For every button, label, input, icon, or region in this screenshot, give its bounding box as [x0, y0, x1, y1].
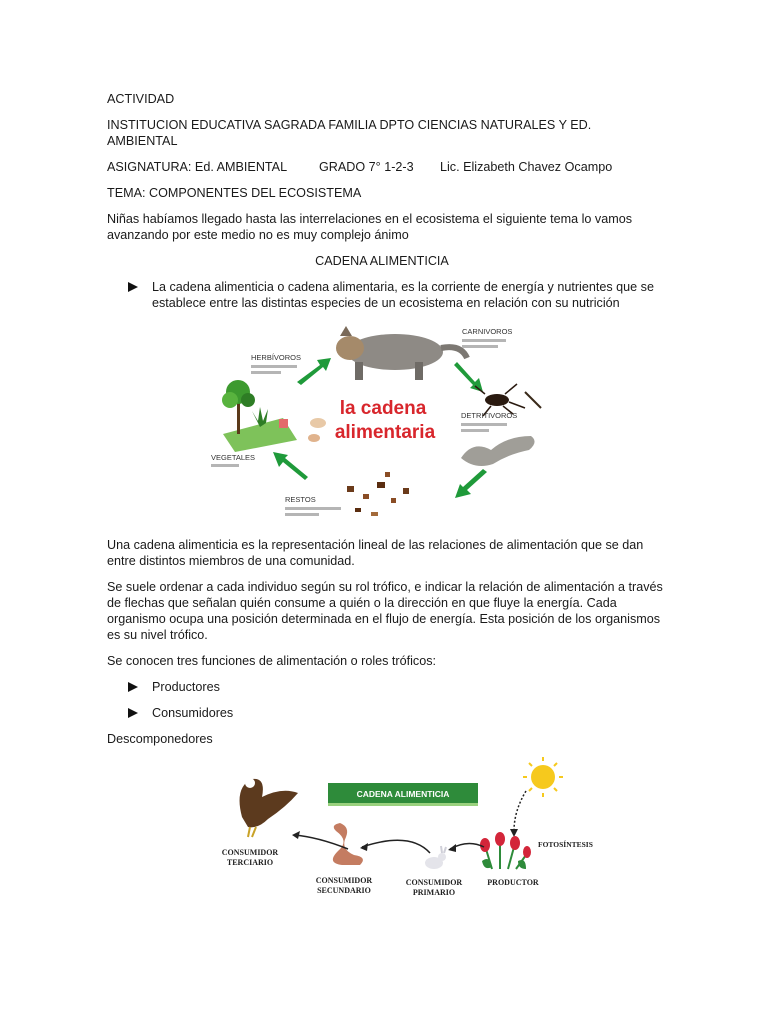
- para1-line-2: entre distintos miembros de una comunidad.: [107, 554, 355, 568]
- section-title: CADENA ALIMENTICIA: [315, 254, 449, 268]
- label-terciario-line-2: TERCIARIO: [226, 858, 274, 867]
- para2-line-1: Se suele ordenar a cada individuo según su rol trófico, e indicar la relación de alimentación a través: [107, 580, 663, 594]
- label-terciario-line-1: CONSUMIDOR: [221, 848, 279, 857]
- label-secundario-line-2: SECUNDARIO: [317, 886, 371, 895]
- arrowhead-icon: [292, 831, 456, 852]
- definition-line-1: La cadena alimenticia o cadena alimentaria, es la corriente de energía y nutrientes que se: [152, 280, 654, 294]
- center-title-line-1: la cadena: [339, 398, 427, 419]
- banner-stripe: [328, 803, 478, 806]
- bullet-triangle-icon: [128, 708, 138, 718]
- detritivoros-subtext: [461, 423, 507, 426]
- intro-line-1: Niñas habíamos llegado hasta las interrelaciones en el ecosistema el siguiente tema lo vamos: [107, 212, 633, 226]
- para2-line-3: organismo ocupa una posición determinada en el flujo de energía. Esta posición de los organismos: [107, 612, 661, 626]
- descomponedores-line: Descomponedores: [107, 732, 213, 746]
- label-fotosintesis: FOTOSÍNTESIS: [538, 840, 593, 849]
- definition-line-2: establece entre las distintas especies de un ecosistema en relación con su nutrición: [152, 296, 620, 310]
- plants-icon: [222, 380, 297, 452]
- role-bullet-consumidores: [107, 705, 667, 721]
- vegetales-subtext: [211, 464, 239, 467]
- small-food-item-icon: [308, 418, 326, 442]
- restos-subtext-2: [285, 513, 319, 516]
- document-page-lower: [107, 537, 667, 747]
- para1-line-1: Una cadena alimenticia es la representación lineal de las relaciones de alimentación que se dan: [107, 538, 644, 552]
- document-page: [107, 91, 667, 311]
- snake-icon: [333, 823, 363, 865]
- debris-remains-icon: [347, 472, 409, 516]
- herbivoros-subtext-2: [251, 371, 281, 374]
- role-bullet-productores: [107, 679, 667, 695]
- subject-text: ASIGNATURA: Ed. AMBIENTAL: [107, 160, 288, 174]
- sunlight-arrowhead-icon: [510, 829, 518, 837]
- label-primario-line-1: CONSUMIDOR: [405, 878, 463, 887]
- carnivoros-subtext: [462, 339, 506, 342]
- restos-subtext: [285, 507, 341, 510]
- bullet-triangle-icon: [128, 682, 138, 692]
- sun-icon: [523, 757, 563, 797]
- banner-title: CADENA ALIMENTICIA: [356, 789, 450, 799]
- herbivoros-subtext: [251, 365, 297, 368]
- label-detritivoros: DETRITIVOROS: [461, 411, 518, 420]
- institution-line-cont: AMBIENTAL: [107, 134, 178, 148]
- para3-line: Se conocen tres funciones de alimentación o roles tróficos:: [107, 654, 437, 668]
- label-herbivoros: HERBÍVOROS: [251, 353, 302, 362]
- intro-line-2: avanzando por este medio no es muy complejo ánimo: [107, 228, 409, 242]
- definition-bullet: [107, 279, 667, 311]
- label-productor: PRODUCTOR: [487, 878, 539, 887]
- bullet-triangle-icon: [128, 282, 138, 292]
- carnivoros-subtext-2: [462, 345, 498, 348]
- label-restos: RESTOS: [285, 495, 316, 504]
- para2-line-4: es su nivel trófico.: [107, 628, 208, 642]
- carnivore-animal-icon: [336, 326, 467, 380]
- grade-text: GRADO 7° 1-2-3: [319, 160, 414, 174]
- role-productores: Productores: [152, 680, 220, 694]
- topic-line: TEMA: COMPONENTES DEL ECOSISTEMA: [107, 186, 362, 200]
- flowers-icon: [480, 832, 531, 869]
- sunlight-dotted-arrow: [514, 791, 526, 831]
- rabbit-icon: [425, 846, 446, 869]
- role-consumidores: Consumidores: [152, 706, 234, 720]
- activity-heading: ACTIVIDAD: [107, 92, 175, 106]
- center-title-line-2: alimentaria: [334, 422, 436, 443]
- detritivoros-subtext-2: [461, 429, 489, 432]
- label-carnivoros: CARNIVOROS: [462, 327, 513, 336]
- earthworm-icon: [461, 436, 535, 466]
- linear-food-chain-figure: [220, 757, 610, 907]
- label-vegetales: VEGETALES: [211, 453, 256, 462]
- subject-line: [107, 159, 667, 175]
- eagle-icon: [240, 778, 298, 837]
- para2-line-2: de flechas que señalan quién consume a quién o la dirección en que fluye la energía. Cada: [107, 596, 617, 610]
- label-primario-line-2: PRIMARIO: [412, 888, 456, 897]
- teacher-text: Lic. Elizabeth Chavez Ocampo: [440, 160, 613, 174]
- institution-line: INSTITUCION EDUCATIVA SAGRADA FAMILIA DPTO CIENCIAS NATURALES Y ED.: [107, 118, 592, 132]
- label-secundario-line-1: CONSUMIDOR: [315, 876, 373, 885]
- food-chain-cycle-figure: [205, 322, 565, 527]
